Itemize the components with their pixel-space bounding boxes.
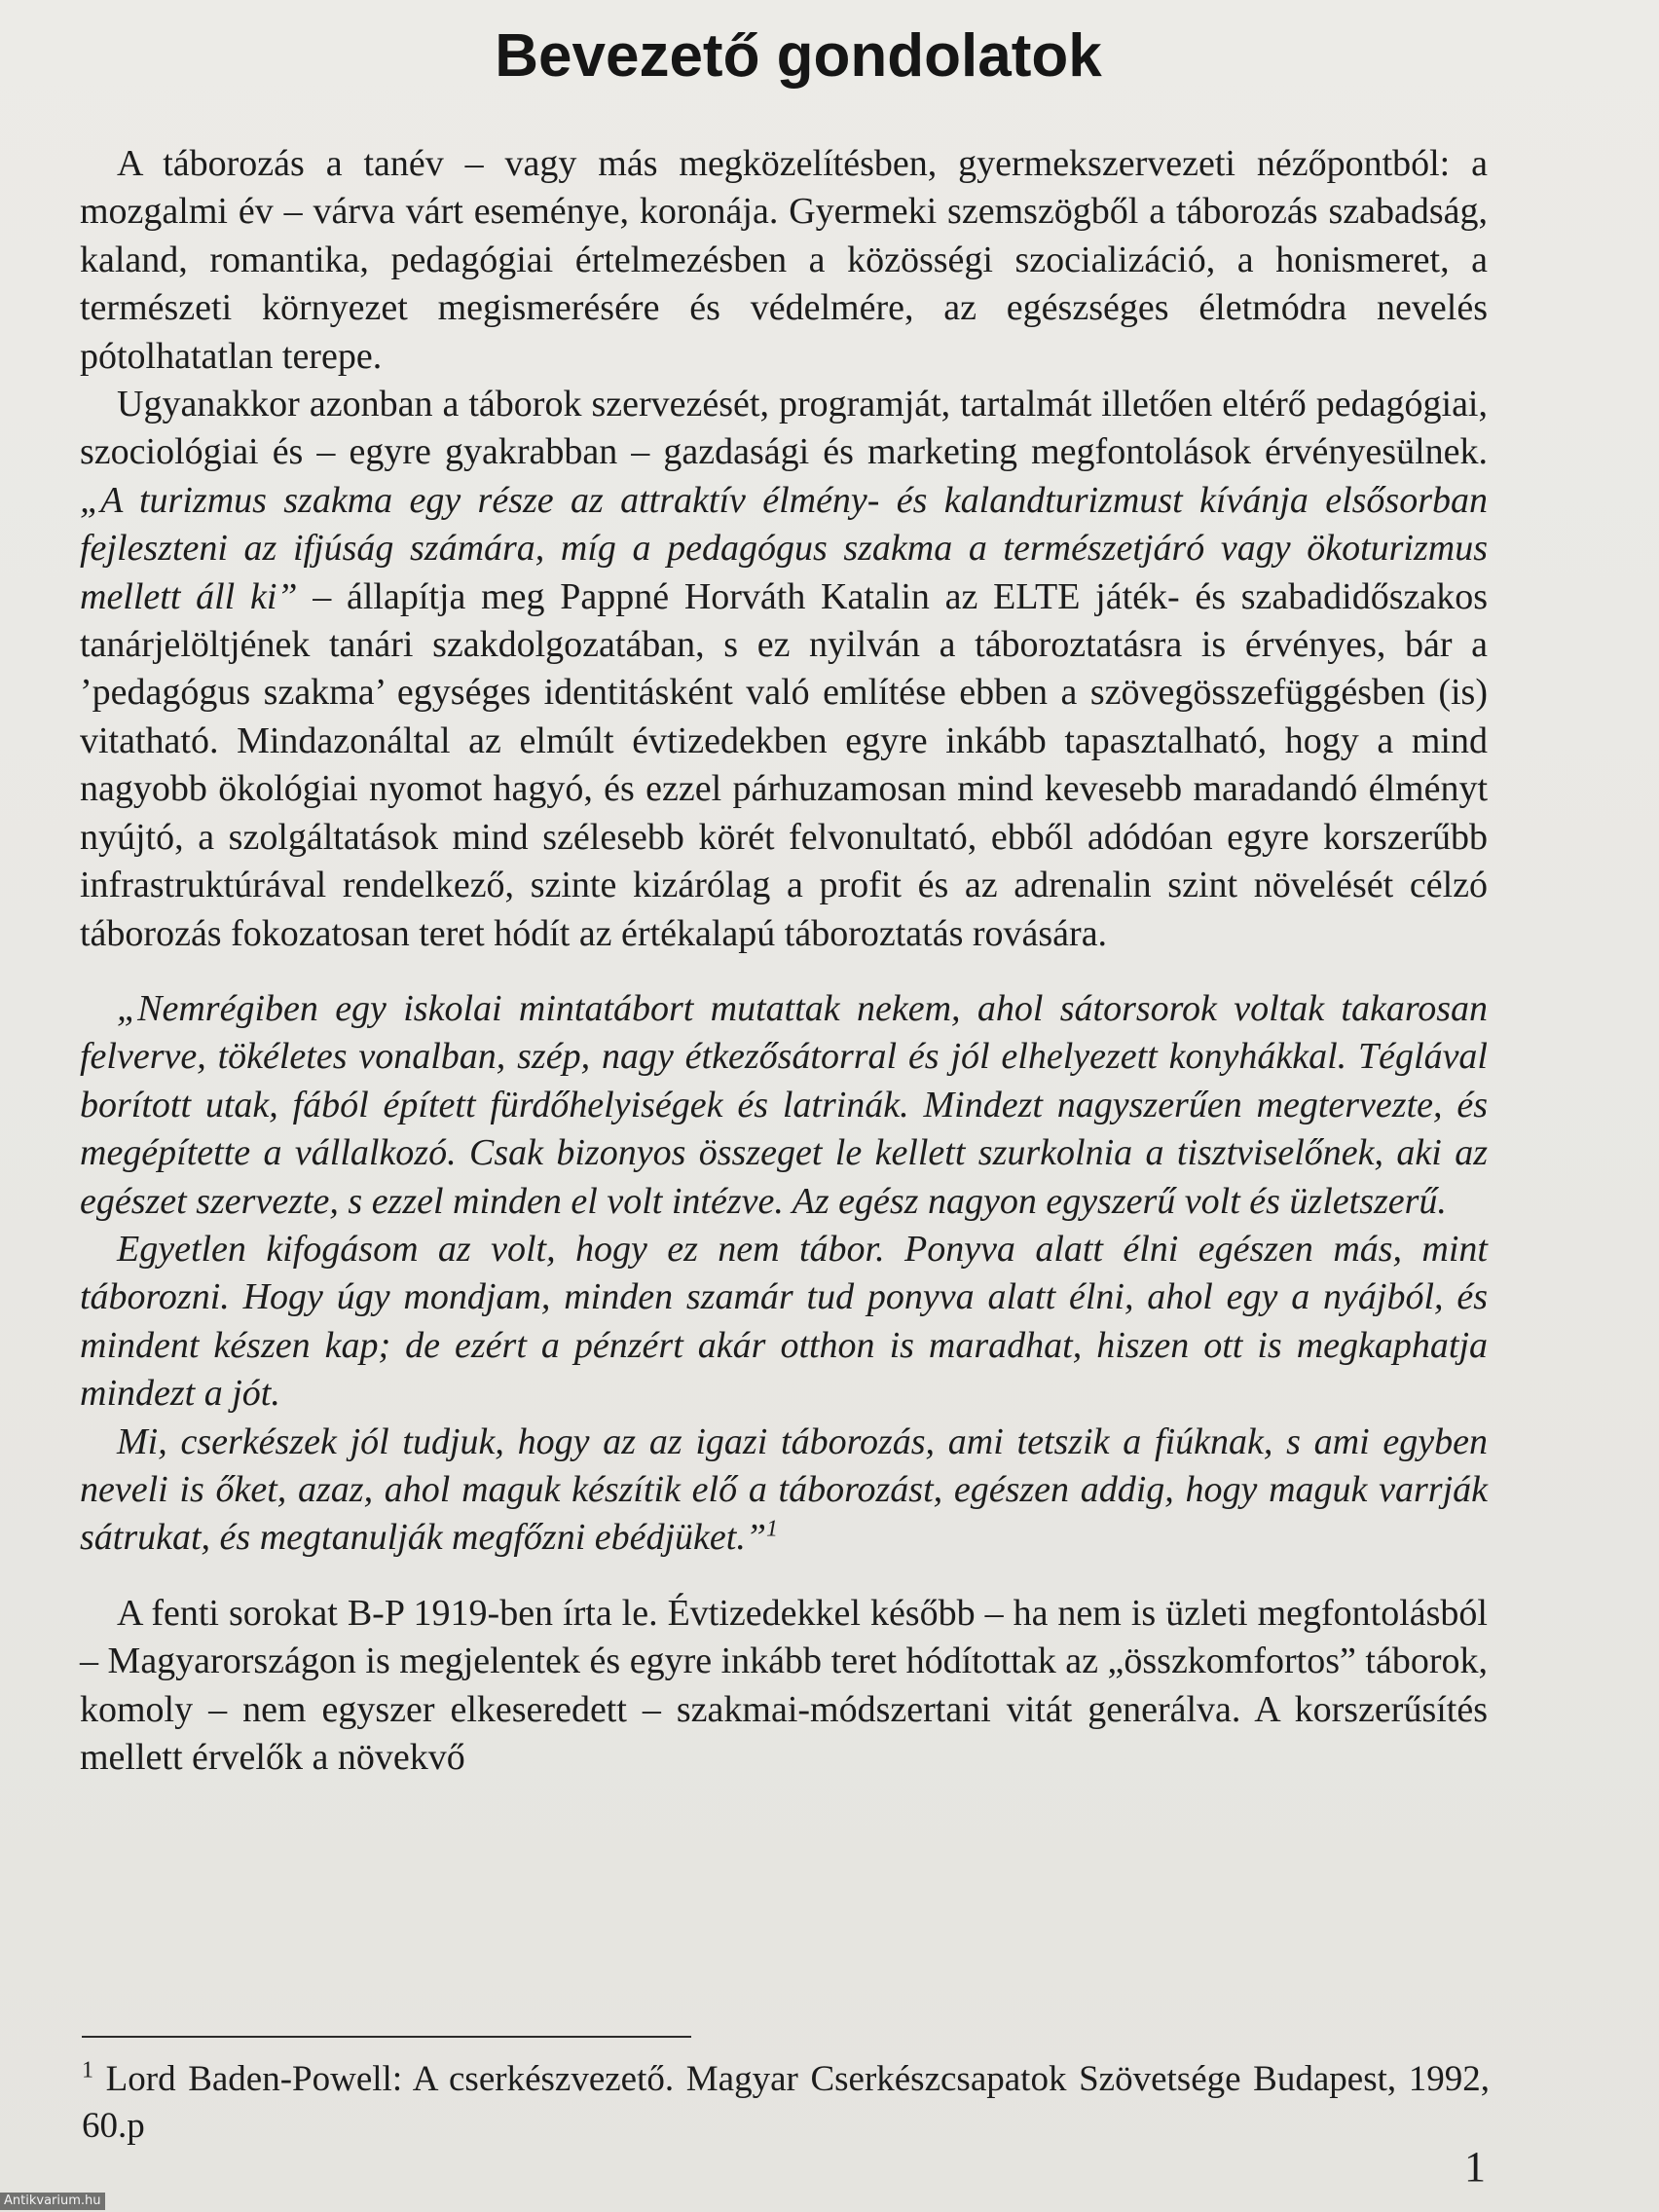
- page-number: 1: [1464, 2143, 1486, 2191]
- body-text: [80, 140, 1488, 1782]
- footnote-divider: [82, 2036, 691, 2038]
- footnote-marker: 1: [82, 2057, 93, 2083]
- watermark: Antikvarium.hu: [0, 2193, 105, 2210]
- quote-paragraph: [80, 1419, 1488, 1563]
- intro-paragraph: A táborozás a tanév – vagy más megközelítésben, gyermekszervezeti nézőpontból: a mozgalmi év – várva várt eseménye, koronája. Gyermeki szemszögből a táborozás szabadság, kaland, romantika, pedagógiai értelmezésben a közösségi szocializáció, a honismeret, a természeti környezet megismerésére és védelmére, az egészséges életmódra nevelés pótolhatatlan terepe.: [80, 143, 1488, 377]
- footnote: [82, 2056, 1490, 2150]
- quote-paragraph: „Nemrégiben egy iskolai mintatábort mutattak nekem, ahol sátorsorok voltak takarosan felverve, tökéletes vonalban, szép, nagy étkezősátorral és jól elhelyezett konyhákkal. Téglával borított utak, fából épített fürdőhelyiségek és latrinák. Mindezt nagyszerűen megtervezte, és megépítette a vállalkozó. Csak bizonyos összeget le kellett szurkolnia a tisztviselőnek, aki az egészet szervezte, s ezzel minden el volt intézve. Az egész nagyon egyszerű volt és üzletszerű.: [80, 987, 1488, 1222]
- footnote-reference: 1: [766, 1516, 778, 1542]
- footnote-text: Lord Baden-Powell: A cserkészvezető. Magyar Cserkészcsapatok Szövetsége Budapest, 1992, 60.p: [82, 2059, 1491, 2146]
- inline-quote: „A turizmus szakma egy része az attraktív élmény- és kalandturizmust kívánja elsősorban fejleszteni az ifjúság számára, míg a pedagógus szakma a természetjáró vagy ökoturizmus mellett áll ki”: [80, 479, 1488, 617]
- quote-text: Mi, cserkészek jól tudjuk, hogy az az igazi táborozás, ami tetszik a fiúknak, s ami egyben neveli is őket, azaz, ahol maguk készítik elő a táborozást, egészen addig, hogy maguk varrják sátrukat, és megtanulják megfőzni ebédjüket.”: [80, 1420, 1488, 1559]
- quote-paragraph: Egyetlen kifogásom az volt, hogy ez nem tábor. Ponyva alatt élni egészen más, mint táborozni. Hogy úgy mondjam, minden szamár tud ponyva alatt élni, ahol egy a nyájból, és mindent készen kap; de ezért a pénzért akár otthon is maradhat, hiszen ott is megkaphatja mindezt a jót.: [80, 1228, 1488, 1415]
- closing-paragraph: A fenti sorokat B-P 1919-ben írta le. Évtizedekkel később – ha nem is üzleti megfontolásból – Magyarországon is megjelentek és egyre inkább teret hódítottak az „összkomfortos” táborok, komoly – nem egyszer elkeseredett – szakmai-módszertani vitát generálva. A korszerűsítés mellett érvelők a növekvő: [80, 1592, 1488, 1778]
- context-text-after: – állapítja meg Pappné Horváth Katalin az ELTE játék- és szabadidőszakos tanárjelöltjének tanári szakdolgozatában, s ez nyilván a táboroztatásra is érvényes, bár a ’pedagógus szakma’ egységes identitásként való említése ebben a szövegösszefüggésben (is) vitatható. Mindazonáltal az elmúlt évtizedekben egyre inkább tapasztalható, hogy a mind nagyobb ökológiai nyomot hagyó, és ezzel párhuzamosan mind kevesebb maradandó élményt nyújtó, a szolgáltatások mind szélesebb körét felvonultató, ebből adódóan egyre korszerűbb infrastruktúrával rendelkező, szinte kizárólag a profit és az adrenalin szint növelését célzó táborozás fokozatosan teret hódít az értékalapú táboroztatás rovására.: [80, 575, 1489, 954]
- page-title: Bevezető gondolatok: [495, 22, 1102, 90]
- context-text-before: Ugyanakkor azonban a táborok szervezését, programját, tartalmát illetően eltérő pedagógiai, szociológiai és – egyre gyakrabban – gazdasági és marketing megfontolások érvényesülnek.: [80, 384, 1488, 473]
- context-paragraph: [80, 381, 1488, 958]
